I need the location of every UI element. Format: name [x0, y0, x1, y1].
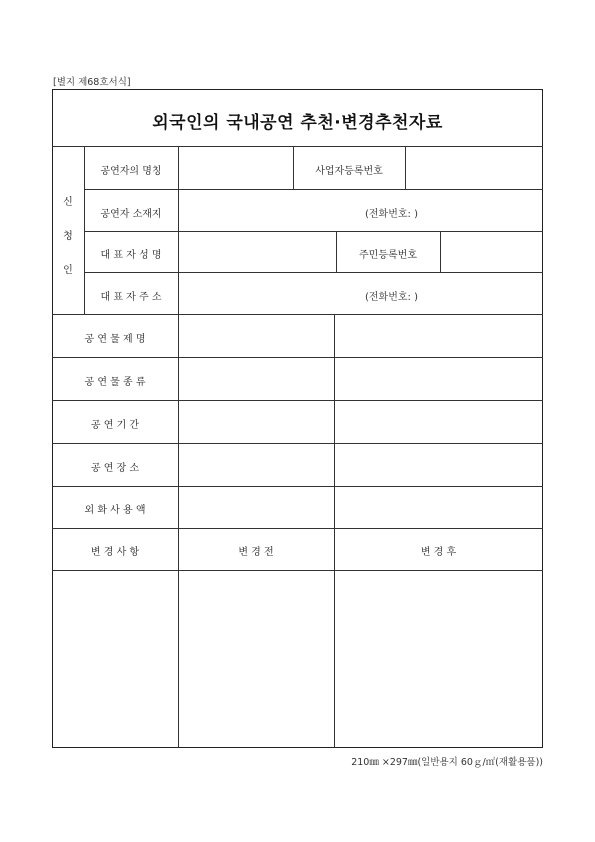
page-title: 외국인의 국내공연 추천·변경추천자료 — [152, 113, 443, 133]
form-number: [별지 제68호서식] — [53, 77, 131, 88]
business-reg-label: 사업자등록번호 — [315, 166, 383, 177]
applicant-label-3: 인 — [63, 265, 73, 276]
applicant-label-2: 청 — [63, 231, 73, 242]
paper-spec-footer: 210㎜ ×297㎜(일반용지 60ｇ/㎡(재활용품)) — [351, 757, 543, 768]
divider — [52, 314, 543, 315]
performance-type-label: 공 연 물 종 류 — [84, 377, 146, 388]
divider — [84, 231, 543, 232]
divider — [440, 231, 441, 272]
divider — [52, 400, 543, 401]
changes-label: 변 경 사 항 — [90, 547, 140, 558]
divider — [84, 272, 543, 273]
applicant-label-1: 신 — [63, 197, 73, 208]
divider — [84, 189, 543, 190]
performance-place-label: 공 연 장 소 — [90, 463, 140, 474]
divider — [52, 486, 543, 487]
divider — [52, 146, 543, 147]
resident-reg-label: 주민등록번호 — [359, 250, 417, 261]
performer-name-label: 공연자의 명칭 — [100, 166, 162, 177]
divider — [334, 314, 335, 748]
fx-amount-label: 외 화 사 용 액 — [84, 505, 146, 516]
divider — [178, 146, 179, 748]
phone-label: (전화번호: ) — [365, 209, 418, 220]
after-change-label: 변 경 후 — [420, 547, 457, 558]
divider — [52, 443, 543, 444]
performance-period-label: 공 연 기 간 — [90, 420, 140, 431]
divider — [52, 528, 543, 529]
phone-label-2: (전화번호: ) — [365, 292, 418, 303]
performance-title-label: 공 연 물 제 명 — [84, 334, 146, 345]
divider — [405, 146, 406, 189]
divider — [52, 357, 543, 358]
divider — [52, 570, 543, 571]
before-change-label: 변 경 전 — [238, 547, 274, 558]
rep-address-label: 대 표 자 주 소 — [100, 292, 162, 303]
performer-address-label: 공연자 소재지 — [100, 209, 162, 220]
rep-name-label: 대 표 자 성 명 — [100, 250, 162, 261]
